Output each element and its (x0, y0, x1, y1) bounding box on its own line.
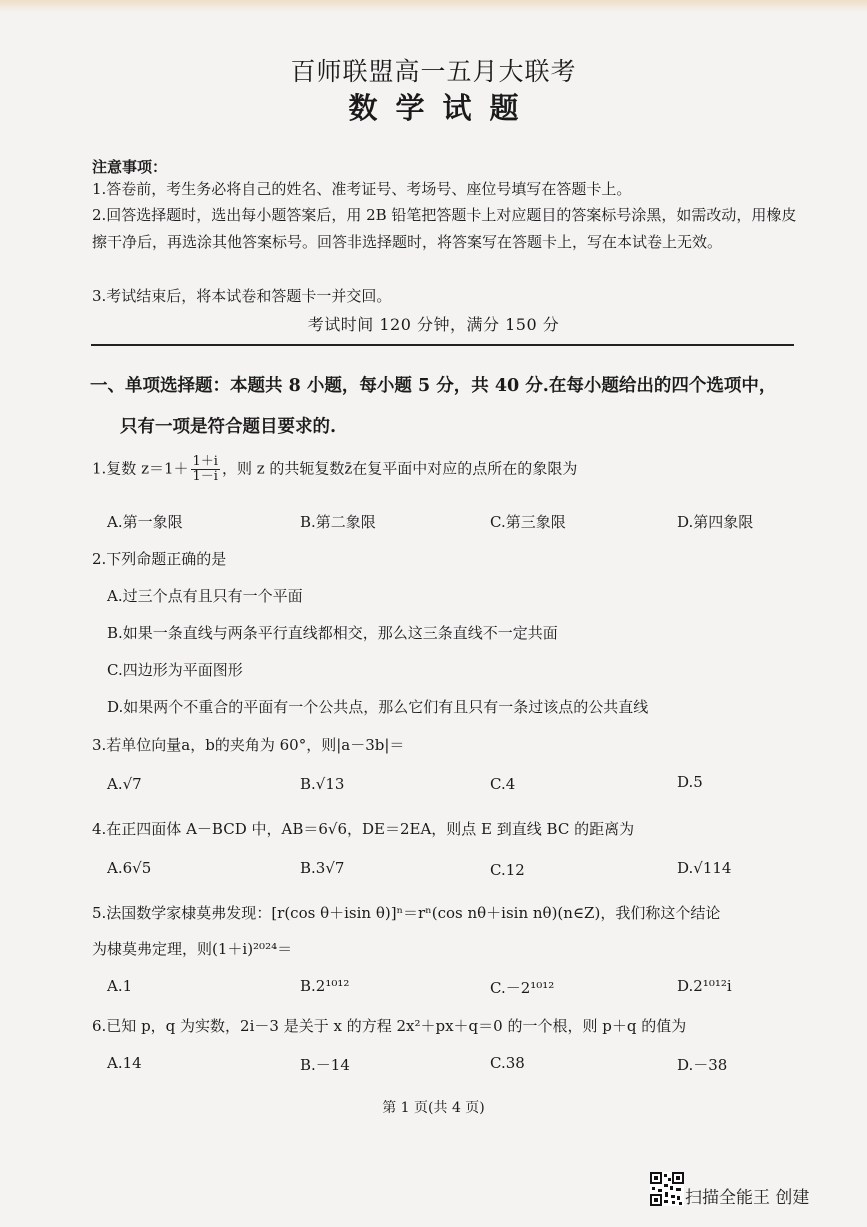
question-2: 2.下列命题正确的是 (92, 550, 227, 568)
q4-option-d: D.√114 (677, 859, 732, 877)
page-top-band (0, 0, 867, 12)
question-1-stem-b: ，则 z 的共轭复数z̄在复平面中对应的点所在的象限为 (221, 459, 578, 478)
q6-option-c: C.38 (490, 1054, 525, 1072)
divider (91, 344, 794, 346)
q1-option-b: B.第二象限 (300, 513, 376, 531)
exam-time: 考试时间 120 分钟，满分 150 分 (307, 315, 560, 334)
qr-code-icon (650, 1172, 684, 1206)
page-footer: 第 1 页(共 4 页) (382, 1100, 485, 1116)
notice-item-1: 1.答卷前，考生务必将自己的姓名、准考证号、考场号、座位号填写在答题卡上。 (92, 180, 632, 198)
q4-option-a: A.6√5 (107, 859, 152, 877)
exam-subtitle: 数学试题 (348, 91, 537, 125)
q5-option-d: D.2¹⁰¹²i (677, 977, 732, 995)
section-heading-line2: 只有一项是符合题目要求的. (120, 417, 337, 437)
q5-option-b: B.2¹⁰¹² (300, 977, 350, 995)
q3-option-d: D.5 (677, 773, 703, 791)
fraction-numerator: 1＋i (192, 454, 218, 469)
q1-option-c: C.第三象限 (490, 513, 566, 531)
question-5: 5.法国数学家棣莫弗发现：[r(cos θ＋isin θ)]ⁿ＝rⁿ(cos nθ＋isin nθ)(n∈Z)，我们称这个结论 (92, 904, 721, 922)
q6-option-a: A.14 (107, 1054, 142, 1072)
fraction-denominator: 1－i (192, 469, 218, 484)
q6-option-b: B.－14 (300, 1056, 350, 1074)
q2-option-b: B.如果一条直线与两条平行直线都相交，那么这三条直线不一定共面 (107, 624, 558, 642)
notice-item-2: 2.回答选择题时，选出每小题答案后，用 2B 铅笔把答题卡上对应题目的答案标号涂黑，如需改动，用橡皮擦干净后，再选涂其他答案标号。回答非选择题时，将答案写在答题卡上，写在本试卷上无效。 (92, 206, 797, 251)
q3-option-b: B.√13 (300, 775, 345, 793)
q2-option-d: D.如果两个不重合的平面有一个公共点，那么它们有且只有一条过该点的公共直线 (107, 698, 649, 716)
q5-option-c: C.－2¹⁰¹² (490, 979, 555, 997)
q4-option-b: B.3√7 (300, 859, 345, 877)
notice-heading: 注意事项： (92, 158, 168, 176)
q1-option-a: A.第一象限 (107, 513, 183, 531)
q2-option-c: C.四边形为平面图形 (107, 661, 243, 679)
q6-option-d: D.－38 (677, 1056, 728, 1074)
q5-option-a: A.1 (107, 977, 133, 995)
q3-option-a: A.√7 (107, 775, 142, 793)
section-heading-line1: 一、单项选择题：本题共 8 小题，每小题 5 分，共 40 分.在每小题给出的四个选项中， (90, 376, 777, 396)
question-6: 6.已知 p，q 为实数，2i－3 是关于 x 的方程 2x²＋px＋q＝0 的一个根，则 p＋q 的值为 (92, 1017, 687, 1035)
question-1-fraction (191, 455, 220, 484)
scanner-watermark: 扫描全能王 创建 (685, 1188, 810, 1208)
q1-option-d: D.第四象限 (677, 513, 754, 531)
q4-option-c: C.12 (490, 861, 525, 879)
question-1-stem-a: 1.复数 z＝1＋ (92, 459, 189, 478)
question-5-line2: 为棣莫弗定理，则(1＋i)²⁰²⁴＝ (92, 940, 293, 958)
q3-option-c: C.4 (490, 775, 516, 793)
q2-option-a: A.过三个点有且只有一个平面 (107, 587, 303, 605)
question-4: 4.在正四面体 A－BCD 中，AB＝6√6，DE＝2EA，则点 E 到直线 BC 的距离为 (92, 820, 635, 838)
notice-item-3: 3.考试结束后，将本试卷和答题卡一并交回。 (92, 287, 392, 305)
question-1 (92, 455, 577, 484)
question-3: 3.若单位向量a，b的夹角为 60°，则|a－3b|＝ (92, 736, 405, 754)
exam-title: 百师联盟高一五月大联考 (290, 57, 577, 86)
